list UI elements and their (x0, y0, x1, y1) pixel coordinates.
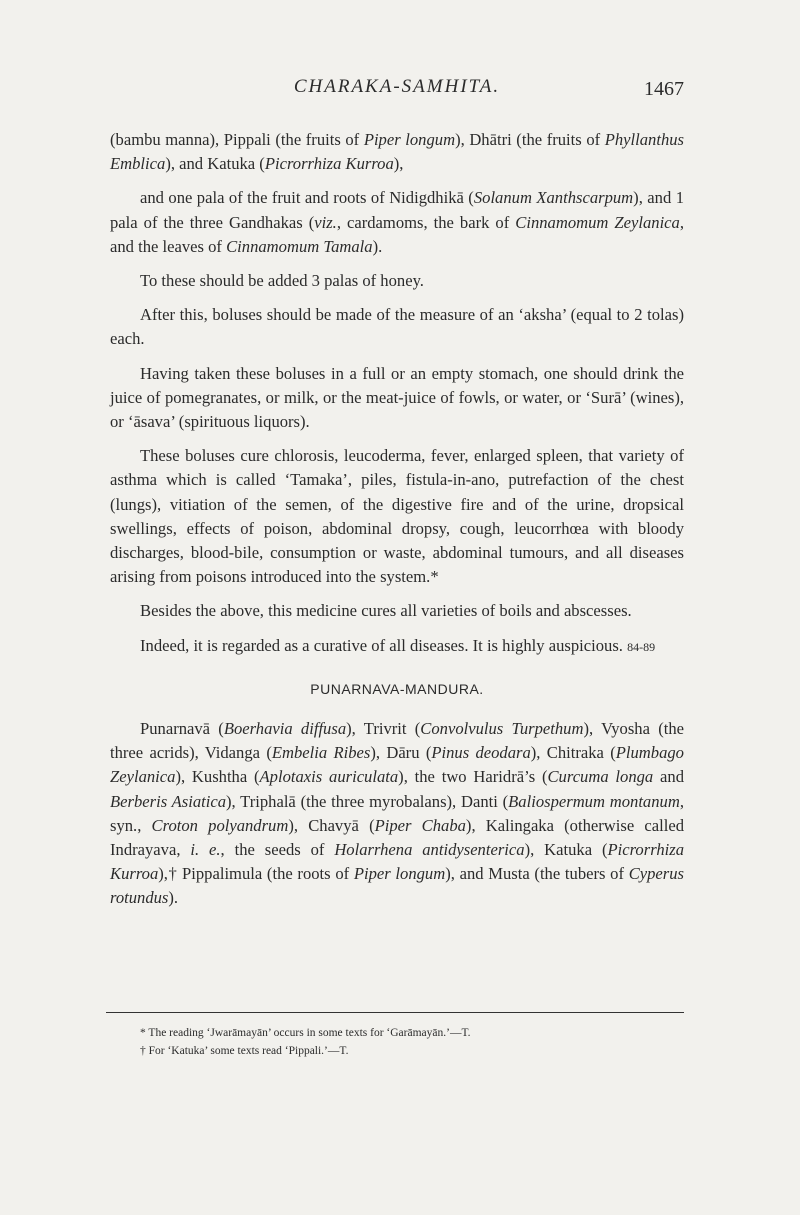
main-text (110, 128, 684, 921)
paragraph-boils: Besides the above, this medicine cures all varieties of boils and abscesses. (140, 601, 632, 621)
section-heading: PUNARNAVA-MANDURA. (310, 680, 484, 697)
footnote-rule (106, 1012, 684, 1013)
running-head (110, 76, 684, 106)
paragraph-curative: Indeed, it is regarded as a curative of all diseases. It is highly auspicious. 84-89 (140, 635, 656, 655)
paragraph-ingredients: and one pala of the fruit and roots of Nidigdhikā (Solanum Xanthscarpum), and 1 pala of the three Gandhakas (viz., cardamoms, the bark of Cinnamomum Zeylanica, and the leaves of Cinnamomum Tamala). (110, 188, 685, 256)
paragraph-honey: To these should be added 3 palas of honey. (140, 271, 424, 291)
footnotes (140, 1024, 680, 1060)
footnote-dagger: † For ‘Katuka’ some texts read ‘Pippali.’—T. (140, 1045, 349, 1057)
verse-number: 84-89 (627, 639, 656, 654)
page-number: 1467 (644, 78, 684, 100)
paragraph-dosage: Having taken these boluses in a full or an empty stomach, one should drink the juice of pomegranates, or milk, or the meat-juice of fowls, or water, or ‘Surā’ (wines), or ‘āsava’ (spirituous liquors). (110, 363, 684, 432)
running-title: CHARAKA-SAMHITA. (293, 76, 501, 97)
paragraph-punarnava: Punarnavā (Boerhavia diffusa), Trivrit (Convolvulus Turpethum), Vyosha (the three acrids), Vidanga (Embelia Ribes), Dāru (Pinus deodara), Chitraka (Plumbago Zeylanica), Kushtha (Aplotaxis auriculata), the two Haridrā’s (Curcuma longa and Berberis Asiatica), Triphalā (the three myrobalans), Danti (Baliospermum montanum, syn., Croton polyandrum), Chavyā (Piper Chaba), Kalingaka (otherwise called Indrayava, i. e., the seeds of Holarrhena antidysenterica), Katuka (Picrorrhiza Kurroa),† Pippalimula (the roots of Piper longum), and Musta (the tubers of Cyperus rotundus). (110, 719, 685, 908)
footnote-asterisk: * The reading ‘Jwarāmayān’ occurs in some texts for ‘Garāmayān.’—T. (140, 1027, 471, 1039)
paragraph-continuation: (bambu manna), Pippali (the fruits of Piper longum), Dhātri (the fruits of Phyllanthus Emblica), and Katuka (Picrorrhiza Kurroa), (110, 130, 685, 174)
paragraph-indications: These boluses cure chlorosis, leucoderma, fever, enlarged spleen, that variety of asthma which is called ‘Tamaka’, piles, fistula-in-ano, putrefaction of the chest (lungs), vitiation of the semen, of the digestive fire and of the urine, dropsical swellings, effects of poison, abdominal dropsy, cough, leucorrhœa with bloody discharges, blood-bile, consumption or waste, abdominal tumours, and all diseases arising from poisons introduced into the system.* (110, 446, 684, 587)
paragraph-boluses: After this, boluses should be made of the measure of an ‘aksha’ (equal to 2 tolas) each. (110, 305, 684, 349)
